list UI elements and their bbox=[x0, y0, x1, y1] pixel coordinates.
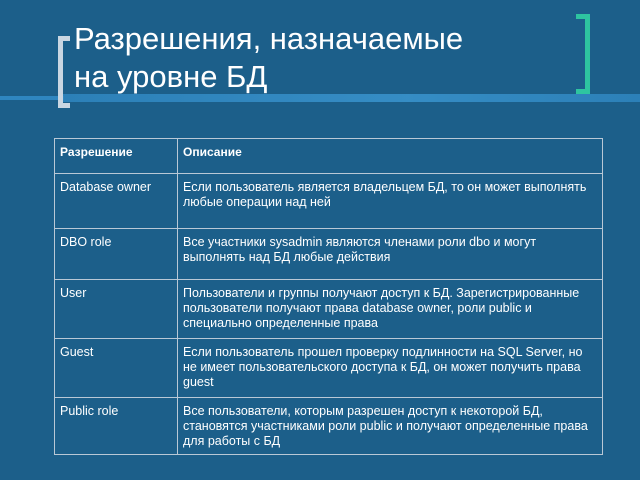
permission-cell: Database owner bbox=[55, 174, 178, 229]
description-cell: Пользователи и группы получают доступ к БД. Зарегистрированные пользователи получают права database owner, роли public и специально определенные права bbox=[178, 280, 603, 339]
table-row bbox=[55, 398, 603, 455]
description-cell: Все пользователи, которым разрешен доступ к некоторой БД, становятся участниками роли public и получают определенные права для работы с БД bbox=[178, 398, 603, 455]
description-cell: Если пользователь прошел проверку подлинности на SQL Server, но не имеет пользовательского доступа к БД, он может получить права guest bbox=[178, 339, 603, 398]
header-permission: Разрешение bbox=[55, 139, 178, 174]
description-cell: Если пользователь является владельцем БД, то он может выполнять любые операции над ней bbox=[178, 174, 603, 229]
left-bracket-decoration bbox=[58, 36, 70, 108]
permission-cell: Guest bbox=[55, 339, 178, 398]
header-description: Описание bbox=[178, 139, 603, 174]
table-row bbox=[55, 280, 603, 339]
permissions-table bbox=[54, 138, 603, 455]
table-row bbox=[55, 229, 603, 280]
table-row bbox=[55, 174, 603, 229]
table-header-row bbox=[55, 139, 603, 174]
permission-cell: User bbox=[55, 280, 178, 339]
decorative-stripe-left bbox=[0, 96, 64, 100]
right-bracket-decoration bbox=[576, 14, 590, 94]
permission-cell: Public role bbox=[55, 398, 178, 455]
table-row bbox=[55, 339, 603, 398]
description-cell: Все участники sysadmin являются членами роли dbo и могут выполнять над БД любые действия bbox=[178, 229, 603, 280]
slide-title bbox=[74, 20, 554, 96]
permission-cell: DBO role bbox=[55, 229, 178, 280]
title-line-2: на уровне БД bbox=[74, 59, 268, 94]
title-line-1: Разрешения, назначаемые bbox=[74, 21, 464, 56]
